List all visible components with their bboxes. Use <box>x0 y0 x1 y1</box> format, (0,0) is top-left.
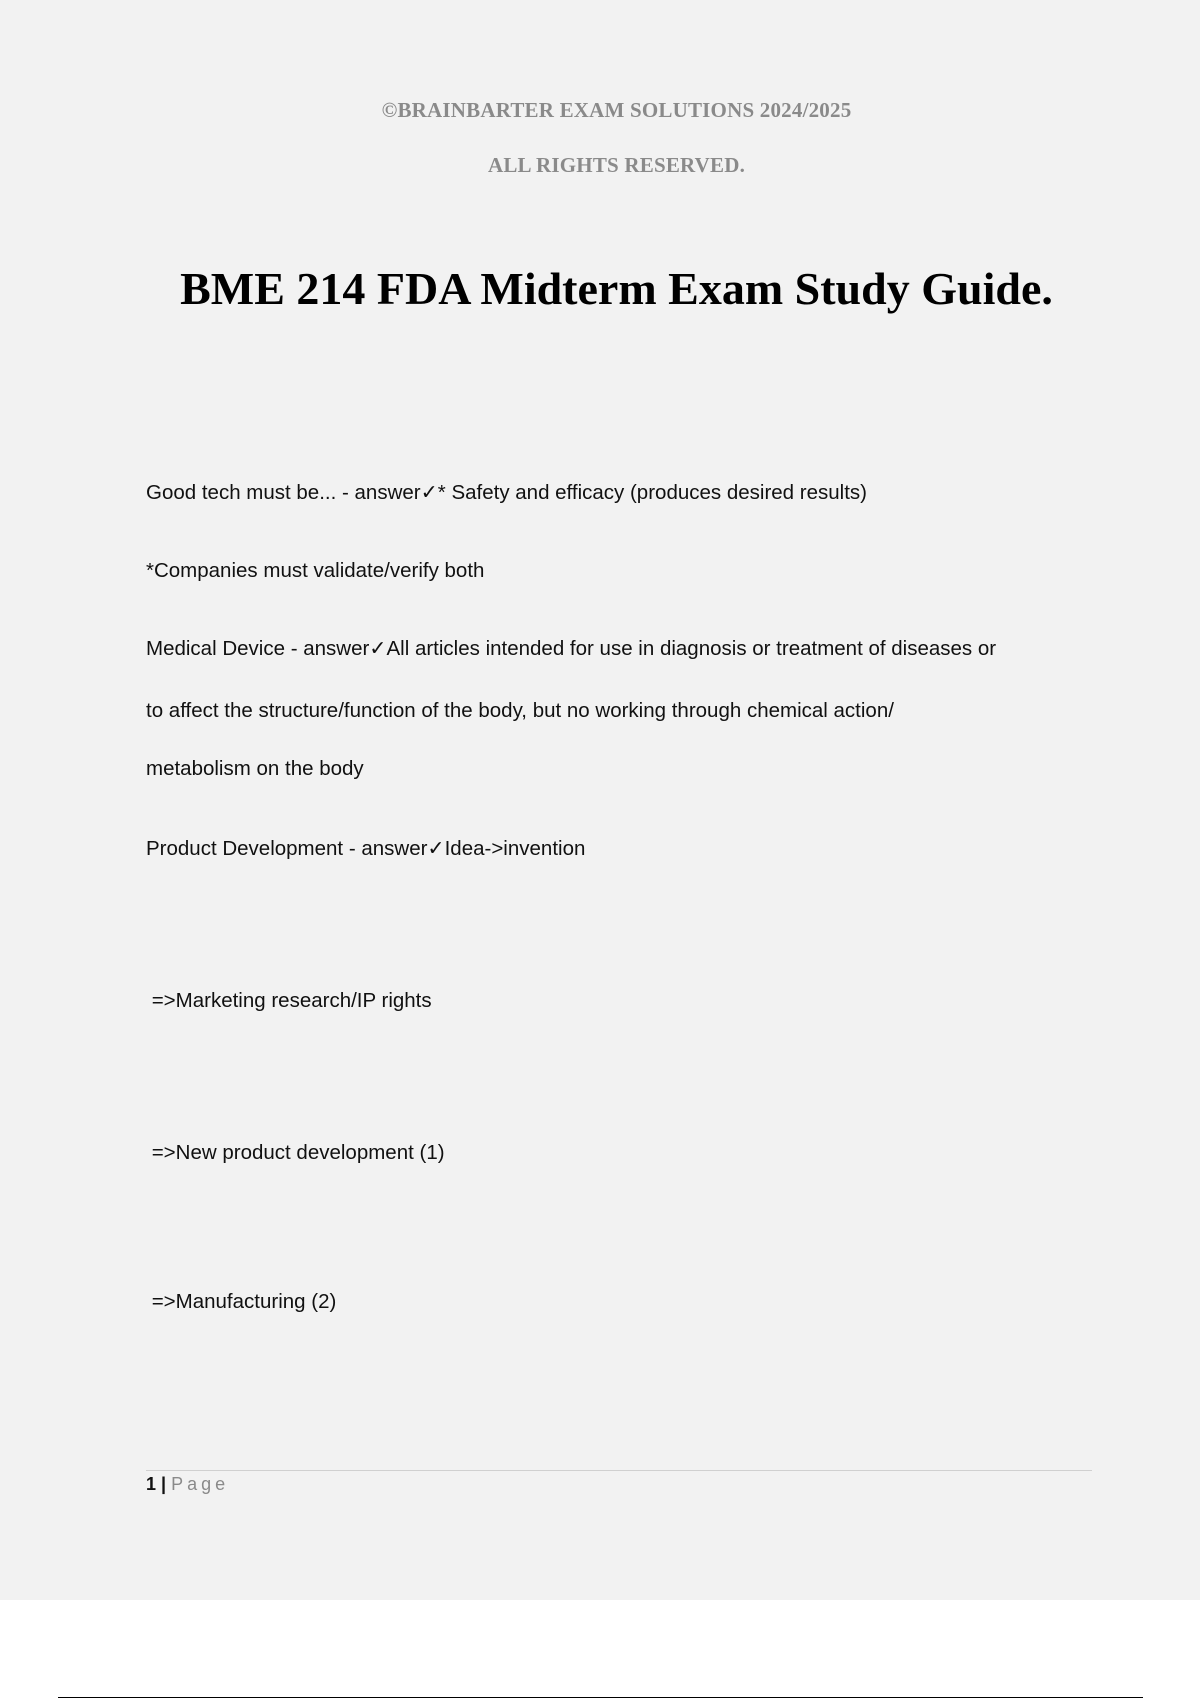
page-number: 1 <box>146 1474 157 1494</box>
footer-divider <box>146 1470 1092 1471</box>
body-line: *Companies must validate/verify both <box>146 559 485 582</box>
body-line: Good tech must be... - answer✓* Safety and efficacy (produces desired results) <box>146 481 867 504</box>
body-line: metabolism on the body <box>146 757 364 780</box>
list-item: =>New product development (1) <box>146 1141 445 1164</box>
list-item: =>Marketing research/IP rights <box>146 989 432 1012</box>
body-line: Medical Device - answer✓All articles intended for use in diagnosis or treatment of diseases or <box>146 637 997 660</box>
page-footer <box>146 1474 229 1495</box>
page-label: Page <box>171 1474 230 1494</box>
copyright-header: ©BRAINBARTER EXAM SOLUTIONS 2024/2025 <box>381 98 852 122</box>
body-line: to affect the structure/function of the body, but no working through chemical action/ <box>146 699 894 722</box>
list-item: =>Manufacturing (2) <box>146 1290 337 1313</box>
document-title: BME 214 FDA Midterm Exam Study Guide. <box>180 263 1053 314</box>
rights-header: ALL RIGHTS RESERVED. <box>487 153 746 177</box>
next-page-edge <box>58 1697 1143 1698</box>
footer-separator: | <box>161 1474 167 1494</box>
body-line: Product Development - answer✓Idea->invention <box>146 837 586 860</box>
